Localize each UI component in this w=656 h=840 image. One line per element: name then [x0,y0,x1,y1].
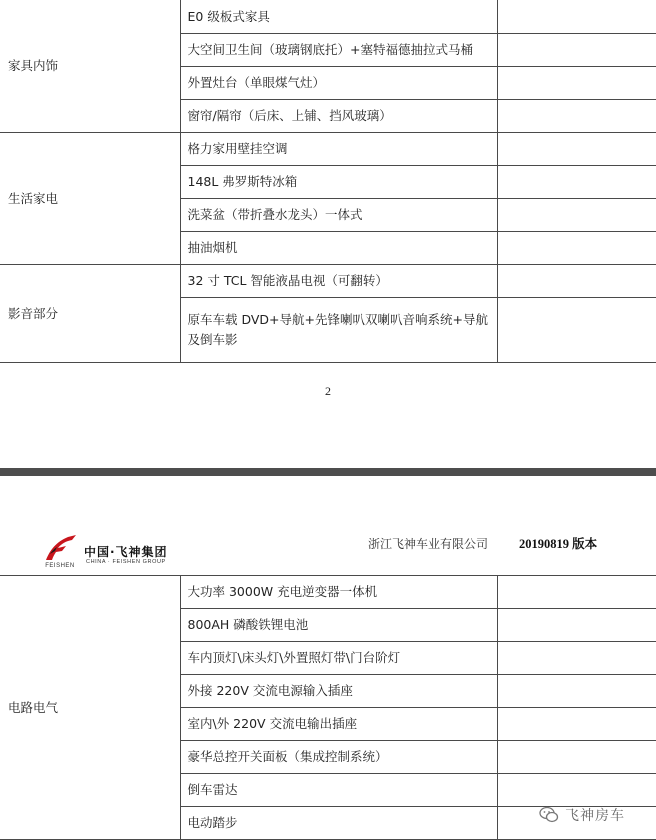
item-cell: 148L 弗罗斯特冰箱 [180,166,497,199]
empty-cell [497,232,656,265]
empty-cell [497,576,656,609]
empty-cell [497,675,656,708]
category-cell: 电路电气 [0,576,180,840]
item-cell: 车内顶灯\床头灯\外置照灯带\门台阶灯 [180,642,497,675]
item-cell: 电动踏步 [180,807,497,840]
empty-cell [497,67,656,100]
item-cell: E0 级板式家具 [180,0,497,34]
logo-chinese-text: 中国·飞神集团 [84,545,168,559]
table-row [0,0,656,34]
document-page-2 [0,476,656,839]
table-row [0,576,656,609]
empty-cell [497,774,656,807]
empty-cell [497,166,656,199]
item-cell: 800AH 磷酸铁锂电池 [180,609,497,642]
logo-mark-text: FEISHEN [45,563,75,569]
item-cell: 大空间卫生间（玻璃钢底托）+塞特福德抽拉式马桶 [180,34,497,67]
empty-cell [497,298,656,363]
item-cell: 抽油烟机 [180,232,497,265]
item-cell: 洗菜盆（带折叠水龙头）一体式 [180,199,497,232]
table-row [0,133,656,166]
empty-cell [497,0,656,34]
empty-cell [497,100,656,133]
empty-cell [497,609,656,642]
item-cell: 豪华总控开关面板（集成控制系统） [180,741,497,774]
category-cell: 生活家电 [0,133,180,265]
item-cell: 格力家用壁挂空调 [180,133,497,166]
table-row [0,265,656,298]
empty-cell [497,199,656,232]
item-cell: 外置灶台（单眼煤气灶） [180,67,497,100]
empty-cell [497,34,656,67]
logo-english-text: CHINA · FEISHEN GROUP [86,559,166,565]
watermark [539,804,649,828]
item-cell: 室内\外 220V 交流电输出插座 [180,708,497,741]
page-number: 2 [325,384,331,398]
category-cell: 家具内饰 [0,0,180,133]
watermark-text: 飞神房车 [565,808,625,824]
empty-cell [497,265,656,298]
version-label: 20190819 版本 [519,537,598,551]
spec-table [0,0,656,363]
spec-table [0,575,656,840]
item-cell: 倒车雷达 [180,774,497,807]
item-cell: 32 寸 TCL 智能液晶电视（可翻转） [180,265,497,298]
company-name: 浙江飞神车业有限公司 [368,537,489,551]
empty-cell [497,741,656,774]
wechat-icon [539,806,559,824]
item-cell: 窗帘/隔帘（后床、上铺、挡风玻璃） [180,100,497,133]
empty-cell [497,708,656,741]
category-cell: 影音部分 [0,265,180,363]
item-cell: 大功率 3000W 充电逆变器一体机 [180,576,497,609]
empty-cell [497,133,656,166]
item-cell: 原车车载 DVD+导航+先锋喇叭双喇叭音响系统+导航及倒车影 [180,298,497,363]
empty-cell [497,642,656,675]
feishen-logo [36,534,196,574]
feishen-logo-icon [42,534,78,562]
item-cell: 外接 220V 交流电源输入插座 [180,675,497,708]
page-separator [0,468,656,476]
